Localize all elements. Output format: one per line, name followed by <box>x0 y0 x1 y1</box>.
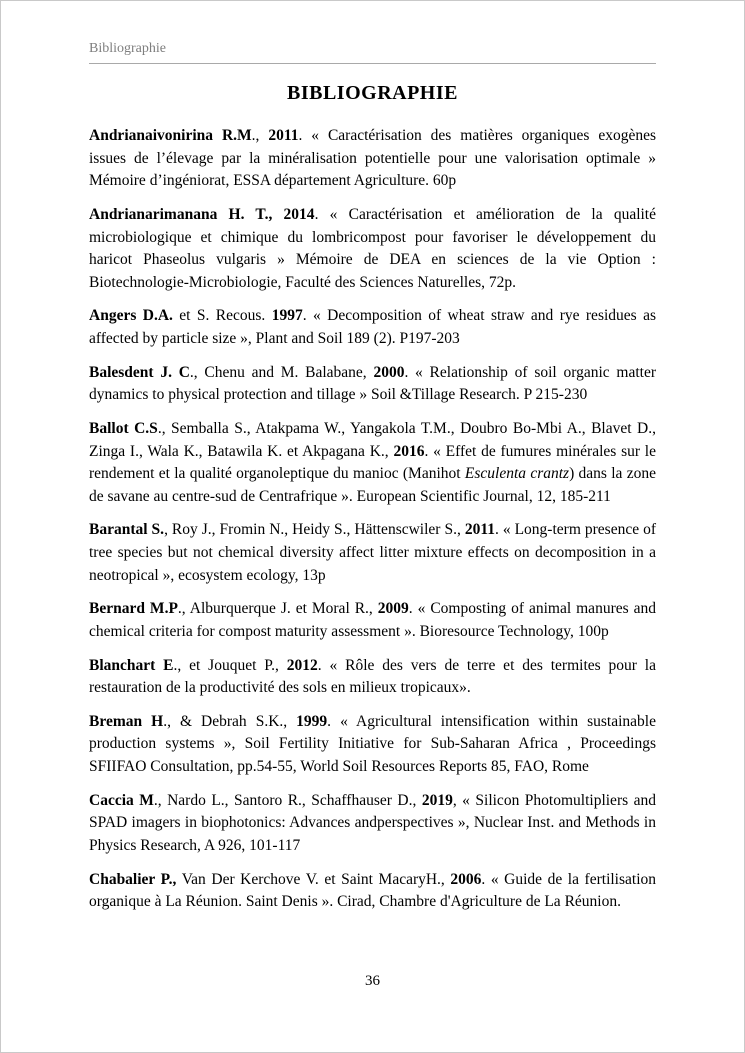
bibliography-entry <box>89 711 656 779</box>
text-segment: . « Guide de la fertilisation organique à La Réunion. Saint Denis ». Cirad, Chambre d'Agriculture de La Réunion. <box>89 870 657 911</box>
text-segment: 2011 <box>464 521 495 539</box>
text-segment: ., Alburquerque J. et Moral R., <box>177 600 378 618</box>
running-header: Bibliographie <box>89 41 656 64</box>
entries-list <box>89 125 656 914</box>
text-segment: 2009 <box>377 600 409 618</box>
text-segment: 2016 <box>393 442 425 460</box>
bibliography-entry <box>89 655 656 700</box>
text-segment: . « Composting of animal manures and chemical criteria for compost maturity assessment ». Bioresource Technology, 100p <box>89 600 656 640</box>
page-title: BIBLIOGRAPHIE <box>287 82 458 104</box>
text-segment: . « Effet de fumures minérales sur le rendement et la qualité organoleptique du manioc (Manihot <box>89 442 656 483</box>
text-segment: Balesdent J. C <box>89 363 190 381</box>
text-segment: Barantal S. <box>89 521 165 539</box>
text-segment: 2000 <box>373 363 405 381</box>
text-segment: Ballot C.S <box>89 419 158 437</box>
text-segment: Chabalier P., <box>89 870 177 888</box>
text-segment: ., et Jouquet P., <box>173 656 287 674</box>
text-segment: . « Decomposition of wheat straw and rye residues as affected by particle size », Plant and Soil 189 (2). P197-203 <box>89 307 657 347</box>
text-segment: ., Chenu and M. Balabane, <box>189 363 374 381</box>
text-segment: . « Long-term presence of tree species but not chemical diversity affect litter mixture effects on decomposition in a neotropical », ecosystem ecology, 13p <box>89 521 656 584</box>
text-segment: Esculenta crantz <box>464 465 570 483</box>
text-segment: Breman H <box>89 712 164 730</box>
text-segment: . « Agricultural intensification within sustainable production systems », Soil Fertility Initiative for Sub-Saharan Africa , Proceedings SFIIFAO Consultation, pp.54-55, World Soil Resources Reports 85, FAO, Rome <box>89 712 656 775</box>
bibliography-entry <box>89 362 656 407</box>
text-segment: 2019 <box>421 791 453 809</box>
text-segment: ) dans la zone de savane au centre-sud de Centrafrique ». European Scientific Journal, 12, 185-211 <box>89 465 657 505</box>
text-segment: Bernard M.P <box>89 600 178 618</box>
page-number: 36 <box>365 973 380 989</box>
bibliography-entry <box>89 305 656 350</box>
bibliography-entry <box>89 790 656 858</box>
text-segment: ., & Debrah S.K., <box>163 712 297 730</box>
text-segment: ., Semballa S., Atakpama W., Yangakola T.M., Doubro Bo-Mbi A., Blavet D., Zinga I., Wala K., Batawila K. et Akpagana K., <box>89 419 656 460</box>
text-segment: et S. Recous. <box>172 307 272 325</box>
text-segment: Andrianarimanana H. T., 2014 <box>89 205 315 223</box>
text-segment: 2012 <box>286 656 318 674</box>
text-segment: Van Der Kerchove V. et Saint MacaryH., <box>176 870 451 888</box>
text-segment: . « Relationship of soil organic matter dynamics to physical protection and tillage » Soil &Tillage Research. P 215-230 <box>89 363 656 404</box>
text-segment: . « Caractérisation et amélioration de la qualité microbiologique et chimique du lombricompost pour favoriser le développement du haricot Phaseolus vulgaris » Mémoire de DEA en sciences de la vie Option : Biotechnologie-Microbiologie, Faculté des Sciences Naturelles, 72p. <box>89 205 656 291</box>
bibliography-entry <box>89 204 656 295</box>
text-segment: . « Rôle des vers de terre et des termites pour la restauration de la productivité des sols en milieux tropicaux». <box>89 656 656 697</box>
text-segment: 1999 <box>296 712 328 730</box>
text-segment: 1997 <box>271 307 303 325</box>
text-segment: Angers D.A. <box>89 307 173 325</box>
text-segment: , « Silicon Photomultipliers and SPAD imagers in biophotonics: Advances andperspectives », Nuclear Inst. and Methods in Physics Research, A 926, 101-117 <box>89 791 656 854</box>
text-segment: ., Nardo L., Santoro R., Schaffhauser D., <box>153 791 422 809</box>
text-segment: , Roy J., Fromin N., Heidy S., Hättenscwiler S., <box>164 521 465 539</box>
bibliography-entry <box>89 598 656 643</box>
bibliography-entry <box>89 519 656 587</box>
text-segment: Andrianaivonirina R.M <box>89 127 252 144</box>
text-segment: Caccia M <box>89 791 154 809</box>
text-segment: Blanchart E <box>89 656 174 674</box>
bibliography-entry <box>89 869 656 914</box>
text-segment: ., <box>251 127 269 144</box>
text-segment: 2011 <box>268 127 299 144</box>
text-segment: . « Caractérisation des matières organiques exogènes issues de l’élevage par la minéralisation potentielle pour une valorisation optimale » Mémoire d’ingéniorat, ESSA département Agriculture. 60p <box>89 127 656 190</box>
bibliography-entry <box>89 418 656 509</box>
bibliography-entry <box>89 125 656 193</box>
text-segment: 2006 <box>450 870 482 888</box>
